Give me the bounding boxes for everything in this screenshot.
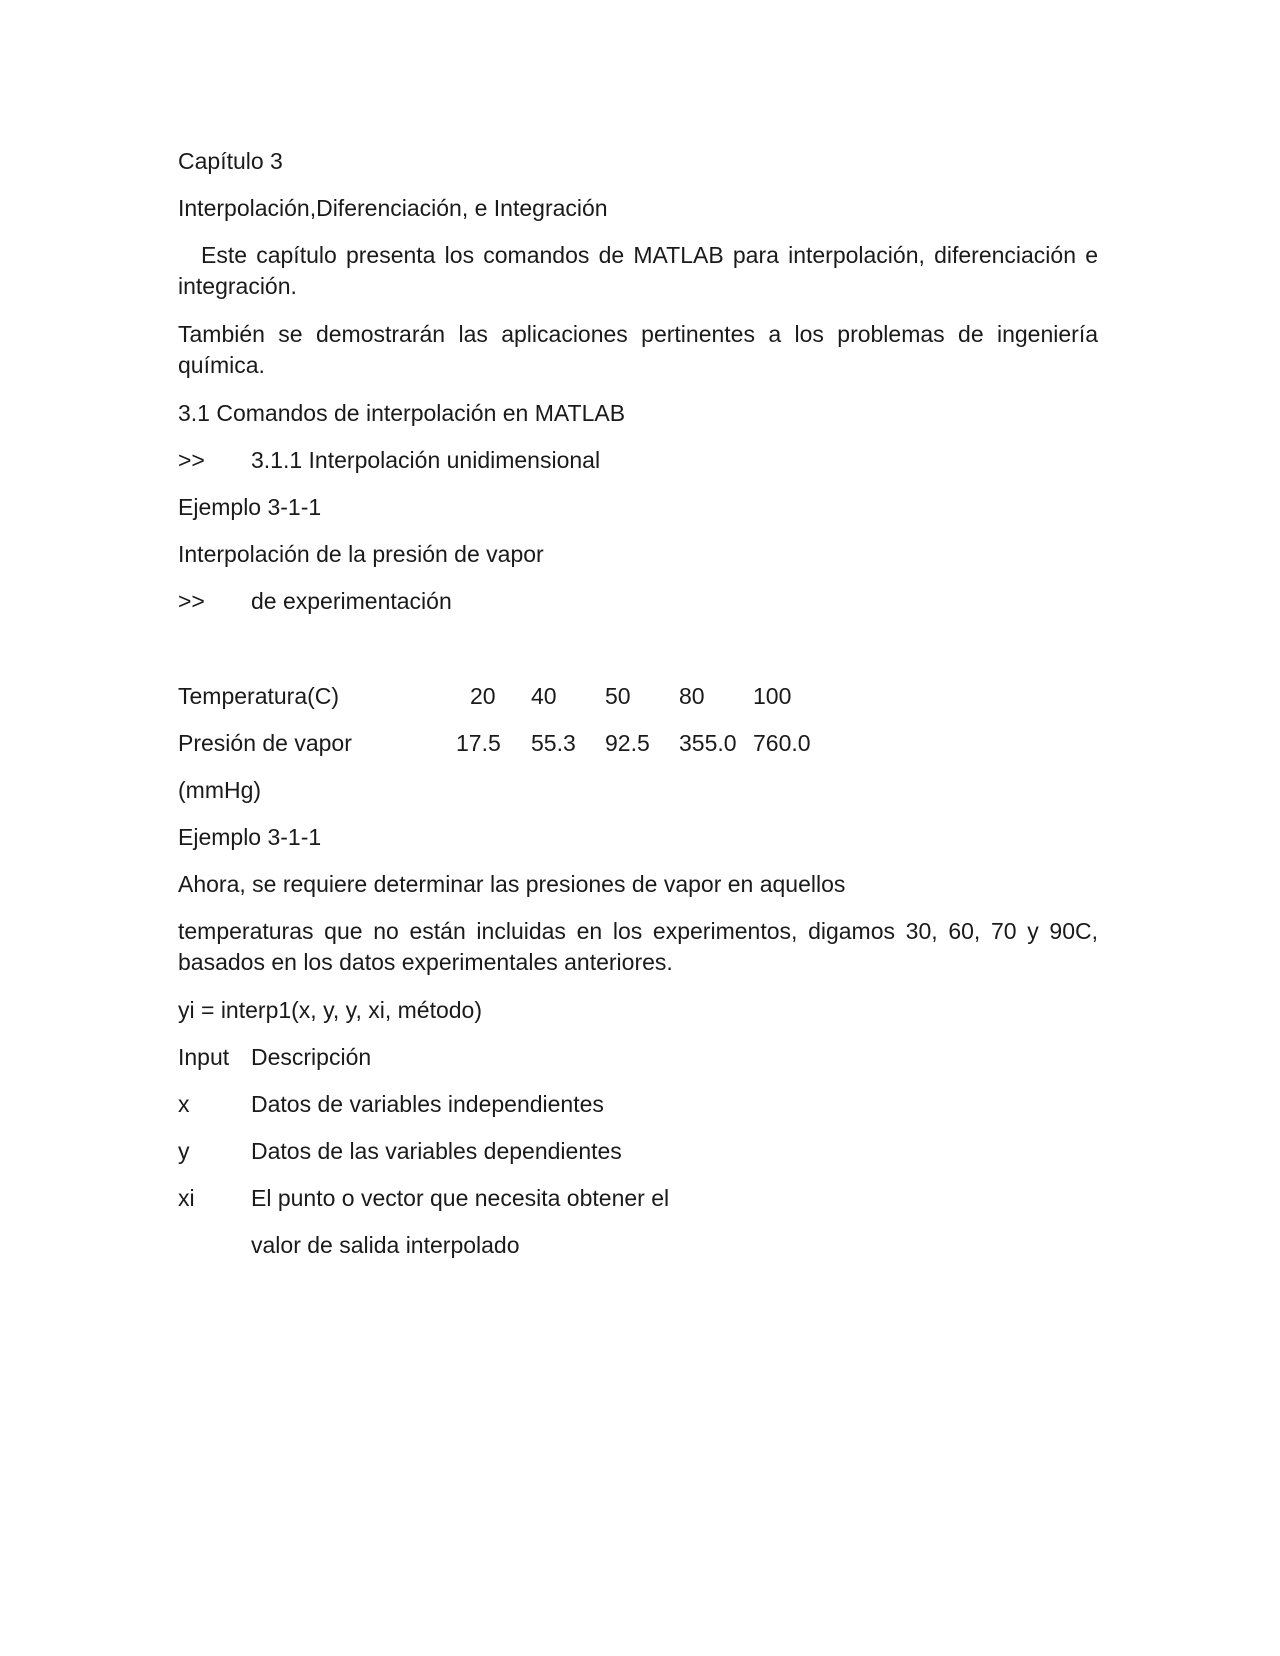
- prompt-marker: >>: [178, 588, 205, 614]
- inputs-header-description: Descripción: [251, 1044, 372, 1070]
- example-label: Ejemplo 3-1-1: [178, 494, 322, 520]
- input-row: [178, 1136, 1098, 1166]
- temperature-label: Temperatura(C): [178, 683, 340, 709]
- chapter-title: Interpolación,Diferenciación, e Integración: [178, 195, 608, 221]
- input-name-empty: [178, 1230, 251, 1260]
- example-label: Ejemplo 3-1-1: [178, 824, 322, 850]
- example-title: Interpolación de la presión de vapor: [178, 541, 544, 567]
- input-continuation-row: [178, 1230, 1098, 1260]
- intro-paragraph: Este capítulo presenta los comandos de MATLAB para interpolación, diferenciación e integración.: [178, 242, 1098, 299]
- pressure-cell: 55.3: [531, 730, 576, 756]
- temperature-cell: 20: [470, 683, 496, 709]
- chapter-number: Capítulo 3: [178, 148, 283, 174]
- inputs-header: [178, 1042, 1098, 1072]
- temperature-cell: 80: [679, 683, 705, 709]
- experiment-line: [178, 586, 1098, 616]
- prompt-marker: >>: [178, 447, 205, 473]
- question-line: Ahora, se requiere determinar las presiones de vapor en aquellos: [178, 871, 846, 897]
- temperature-cell: 100: [753, 683, 792, 709]
- pressure-label: Presión de vapor: [178, 730, 352, 756]
- input-description-continuation: valor de salida interpolado: [251, 1232, 520, 1258]
- inputs-header-input: Input: [178, 1044, 230, 1070]
- blank-line: [178, 633, 1098, 681]
- unit-label: (mmHg): [178, 777, 262, 803]
- pressure-cell: 355.0: [679, 730, 737, 756]
- input-description: Datos de variables independientes: [251, 1091, 604, 1117]
- pressure-cell: 760.0: [753, 730, 811, 756]
- experiment-text: de experimentación: [251, 588, 452, 614]
- applications-paragraph: También se demostrarán las aplicaciones pertinentes a los problemas de ingeniería química.: [178, 321, 1098, 378]
- subsection-heading: 3.1.1 Interpolación unidimensional: [251, 447, 601, 473]
- input-row: [178, 1089, 1098, 1119]
- input-name: x: [178, 1091, 190, 1117]
- pressure-row: [178, 728, 1098, 758]
- temperature-row: [178, 681, 1098, 711]
- subsection-line: [178, 445, 1098, 475]
- temperature-cell: 40: [531, 683, 557, 709]
- document-page: [178, 146, 1098, 1277]
- pressure-cell: 17.5: [456, 730, 501, 756]
- input-description: Datos de las variables dependientes: [251, 1138, 622, 1164]
- syntax-line: yi = interp1(x, y, y, xi, método): [178, 997, 482, 1023]
- input-name: xi: [178, 1185, 195, 1211]
- pressure-cell: 92.5: [605, 730, 650, 756]
- input-name: y: [178, 1138, 190, 1164]
- question-paragraph: temperaturas que no están incluidas en los experimentos, digamos 30, 60, 70 y 90C, basados en los datos experimentales anteriores.: [178, 918, 1098, 975]
- section-heading: 3.1 Comandos de interpolación en MATLAB: [178, 400, 626, 426]
- input-row: [178, 1183, 1098, 1213]
- temperature-cell: 50: [605, 683, 631, 709]
- input-description: El punto o vector que necesita obtener el: [251, 1185, 670, 1211]
